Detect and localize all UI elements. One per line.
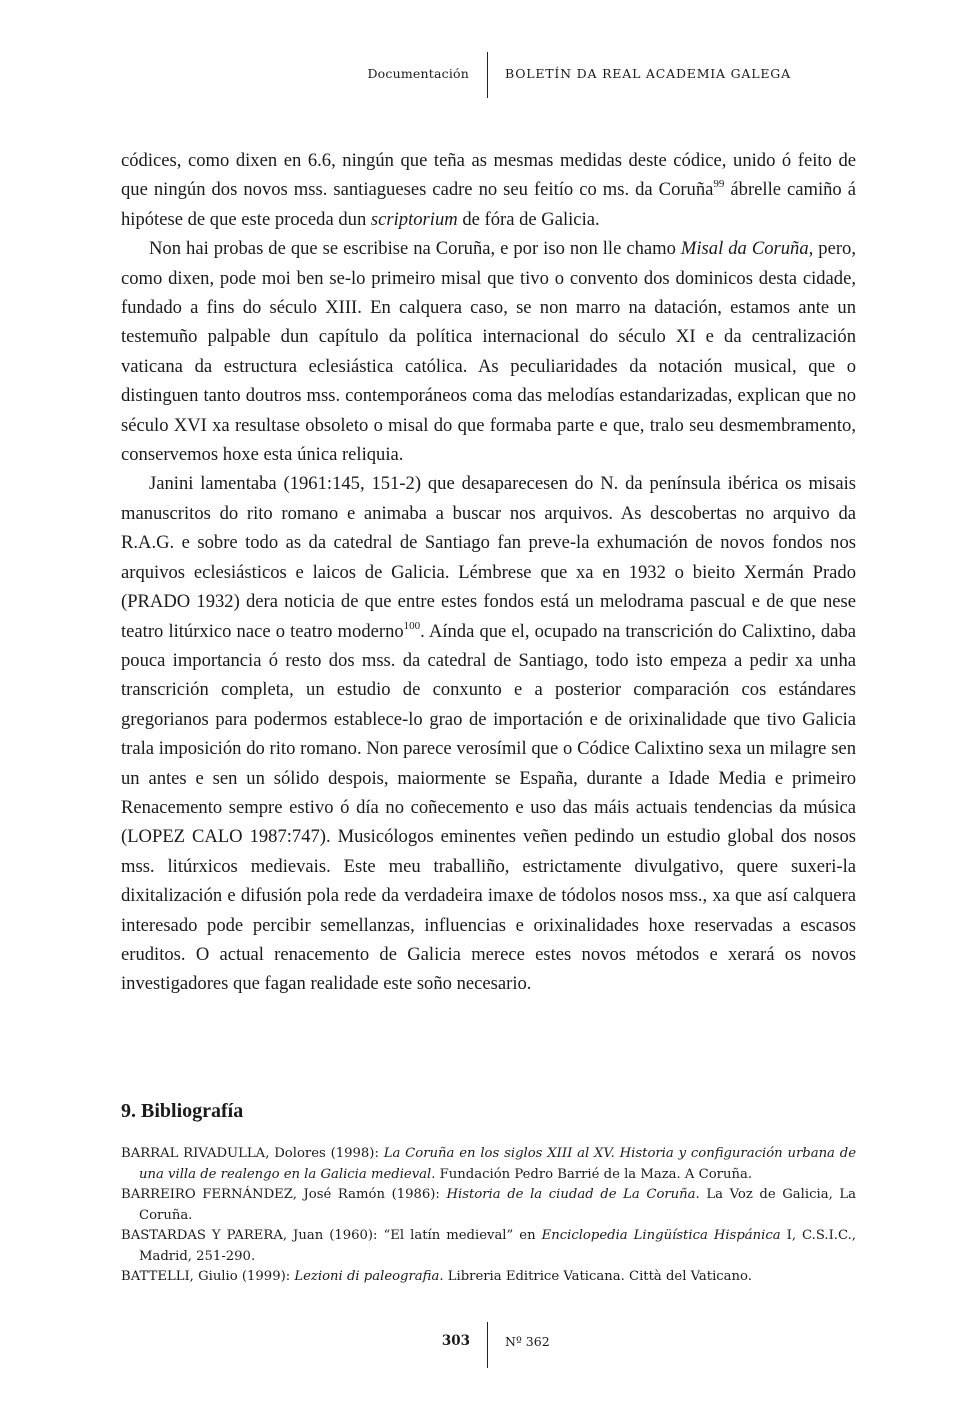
bib-entry <box>121 1144 856 1185</box>
p1-text-a: códices, como dixen en 6.6, ningún que teña as mesmas medidas deste códice, unido ó feito de que ningún dos novos mss. santiagueses cadre no seu feitío co ms. da Coruña <box>121 150 856 201</box>
header-journal-title: BOLETÍN DA REAL ACADEMIA GALEGA <box>505 66 791 81</box>
bib-title: La Coruña en los siglos XIII al XV. Historia y configuración urbana de una villa de realengo en la Galicia medieval. <box>139 1146 856 1182</box>
footnote-ref-99: 99 <box>713 178 725 191</box>
bib-title: Enciclopedia Lingüística Hispánica <box>541 1228 781 1243</box>
body-text <box>121 146 856 999</box>
page-number: 303 <box>441 1333 470 1349</box>
section-title: 9. Bibliografía <box>121 1100 244 1122</box>
bib-rest: Libreria Editrice Vaticana. Città del Vaticano. <box>443 1269 752 1284</box>
bib-rest: La Voz de Galicia, La Coruña. <box>139 1187 856 1223</box>
bibliography-list <box>121 1144 856 1288</box>
bib-author: BARREIRO FERNÁNDEZ, José Ramón (1986): <box>121 1187 447 1202</box>
p2-text-b: pero, como dixen, pode moi ben se-lo primeiro misal que tivo o convento dos dominicos desta cidade, fundado a fins do século XIII. En calquera caso, se non marro na datación, estamos ante un testemuño palpable dun capítulo da política internacional do século XI e da centralización vaticana da estructura eclesiástica católica. As peculiaridades da notación musical, que o distinguen tanto doutros mss. contemporáneos coma das melodías estandarizadas, explican que no século XVI xa resultase obsoleto o misal do que formaba parte e que, tralo seu desmembramento, conservemos hoxe esta única reliquia. <box>121 238 856 466</box>
paragraph-2 <box>121 234 856 469</box>
issue-number: Nº 362 <box>505 1334 550 1349</box>
bib-author: BATTELLI, Giulio (1999): <box>121 1269 295 1284</box>
paragraph-3 <box>121 469 856 998</box>
bib-author: BASTARDAS Y PARERA, Juan (1960): “El latín medieval” en <box>121 1228 542 1243</box>
bib-title: Lezioni di paleografia. <box>294 1269 444 1284</box>
p3-text-a: Janini lamentaba (1961:145, 151-2) que desaparecesen do N. da península ibérica os misais manuscritos do rito romano e animaba a buscar nos arquivos. As descobertas no arquivo da R.A.G. e sobre todo as da catedral de Santiago fan preve-la exhumación de novos fondos nos arquivos eclesiásticos e laicos de Galicia. Lémbrese que xa en 1932 o bieito Xermán Prado (PRADO 1932) dera noticia de que entre estes fondos está un melodrama pascual e de que nese teatro litúrxico nace o teatro moderno <box>121 473 856 642</box>
bib-rest: Fundación Pedro Barrié de la Maza. A Coruña. <box>435 1166 753 1182</box>
header-divider <box>487 52 488 98</box>
p3-text-b: . Aínda que el, ocupado na transcrición do Calixtino, daba pouca importancia ó resto dos mss. da catedral de Santiago, todo isto empeza a pedir xa unha transcrición completa, un estudio de conxunto e a posterior comparación cos estándares gregorianos para podermos establece-lo grao de importación e de orixinalidade que tivo Galicia trala imposición do rito romano. Non parece verosímil que o Códice Calixtino sexa un milagre sen un antes e sen un sólido despois, maiormente se España, durante a Idade Media e primeiro Renacemento sempre estivo ó día no coñecemento e uso das máis actuais tendencias da música (LOPEZ CALO 1987:747). Musicólogos eminentes veñen pedindo un estudio global dos nosos mss. litúrxicos medievais. Este meu traballiño, estrictamente divulgativo, quere suxeri-la dixitalización e difusión pola rede da verdadeira imaxe de tódolos nosos mss., xa que así calquera interesado pode percibir semellanzas, influencias e orixinalidades hoxe reservadas a escasos eruditos. O actual renacemento de Galicia merece estes novos métodos e xerará os novos investigadores que fagan realidade este soño necesario. <box>121 620 857 995</box>
p2-text-a: Non hai probas de que se escribise na Coruña, e por iso non lle chamo <box>149 238 681 260</box>
p1-italic: scriptorium <box>370 208 458 230</box>
header-section-label: Documentación <box>367 66 469 81</box>
bib-rest: I, C.S.I.C., Madrid, 251-290. <box>139 1228 857 1264</box>
bib-entry <box>121 1226 856 1267</box>
paragraph-1 <box>121 146 856 234</box>
bib-entry <box>121 1185 856 1226</box>
bib-author: BARRAL RIVADULLA, Dolores (1998): <box>121 1146 384 1161</box>
bib-entry <box>121 1267 856 1288</box>
footer-divider <box>487 1322 488 1368</box>
p1-text-c: de fóra de Galicia. <box>457 208 600 230</box>
p2-italic: Misal da Coruña, <box>680 238 814 260</box>
p1-text-b: ábrelle camiño á hipótese de que este proceda dun <box>121 179 856 230</box>
bib-title: Historia de la ciudad de La Coruña. <box>446 1187 700 1202</box>
footnote-ref-100: 100 <box>403 619 421 632</box>
